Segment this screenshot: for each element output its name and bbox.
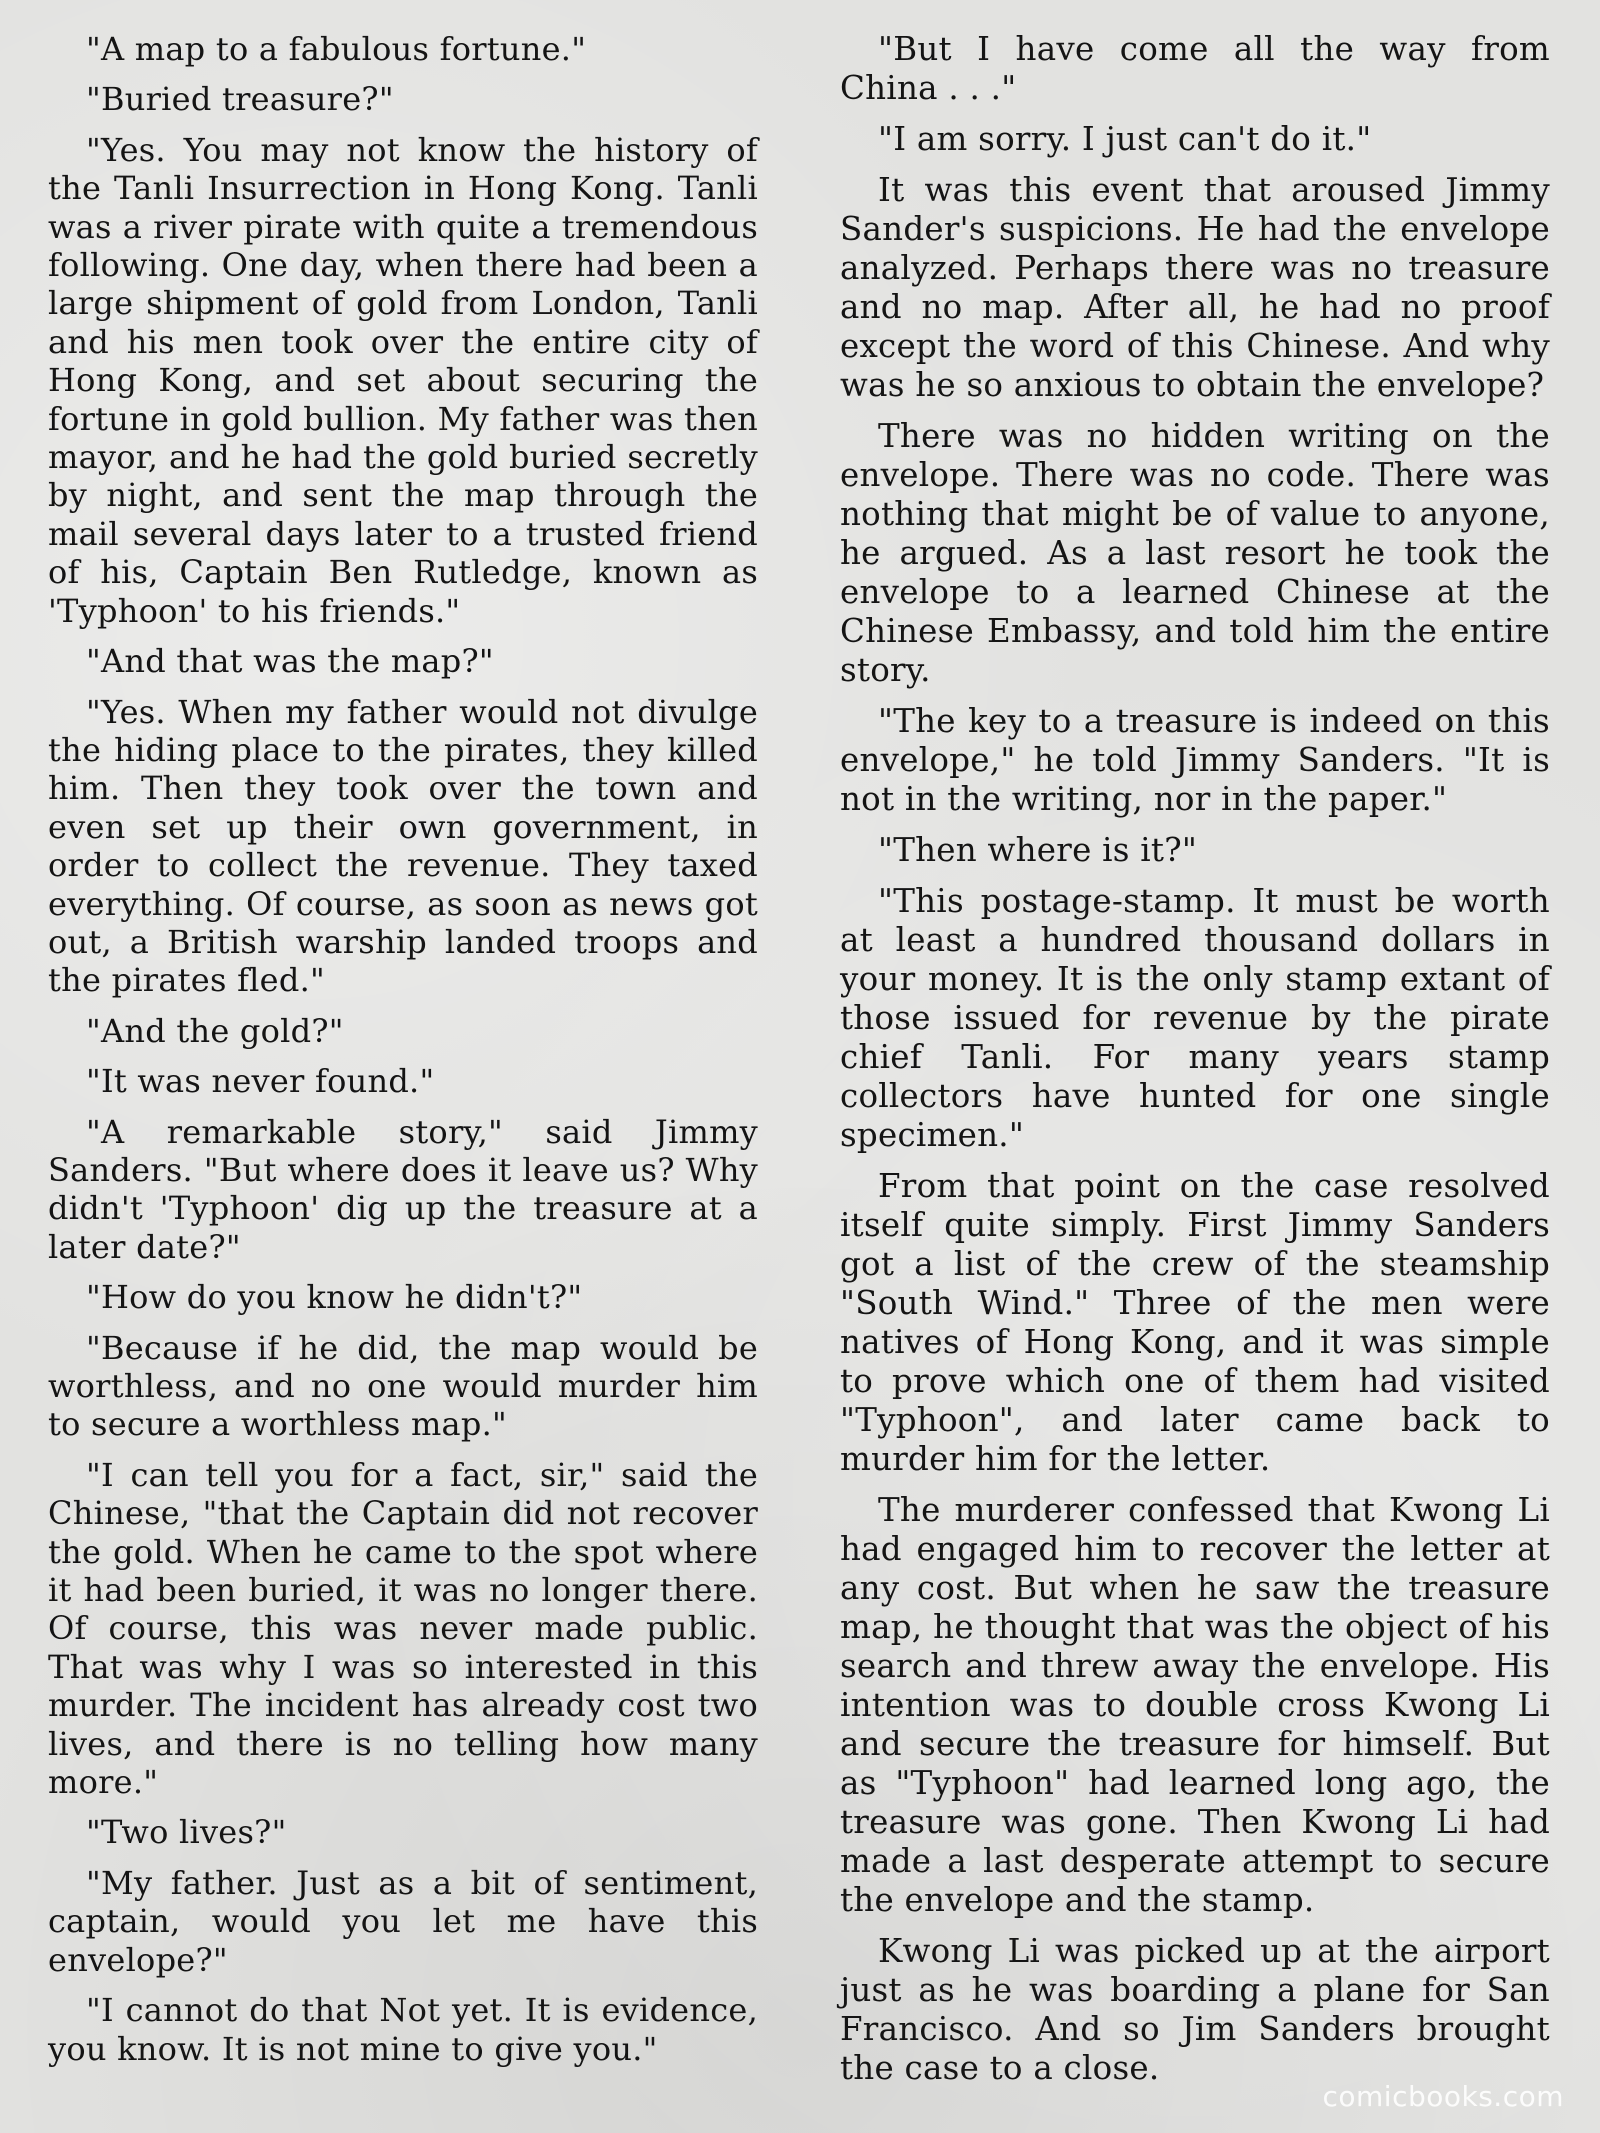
left-text-column [48, 30, 758, 2080]
paragraph: "And that was the map?" [86, 642, 494, 681]
paragraph: "And the gold?" [86, 1011, 344, 1050]
paragraph: "Buried treasure?" [86, 80, 394, 119]
paragraph: The murderer confessed that Kwong Li had engaged him to recover the letter at any cost. But when he saw the treasure map, he thought that was the object of his search and threw away the envelope. His intention was to double cross Kwong Li and secure the treasure for himself. But as "Typhoon" had learned long ago, the treasure was gone. Then Kwong Li had made a last desperate attempt to secure the envelope and the stamp. [840, 1491, 1550, 1919]
paragraph: "Yes. You may not know the history of the Tanli Insurrection in Hong Kong. Tanli was a river pirate with quite a tremendous following. One day, when there had been a large shipment of gold from London, Tanli and his men took over the entire city of Hong Kong, and set about securing the fortune in gold bullion. My father was then mayor, and he had the gold buried secretly by night, and sent the map through the mail several days later to a trusted friend of his, Captain Ben Rutledge, known as 'Typhoon' to his friends." [48, 130, 758, 630]
site-watermark: comicbooks.com [1322, 2080, 1564, 2113]
paragraph: "A remarkable story," said Jimmy Sanders. "But where does it leave us? Why didn't 'Typhoon' dig up the treasure at a later date?" [48, 1112, 758, 1266]
paragraph: "Two lives?" [86, 1813, 287, 1852]
paragraph: "It was never found." [86, 1062, 435, 1101]
paragraph: "A map to a fabulous fortune." [86, 30, 587, 68]
paragraph: "Yes. When my father would not divulge the hiding place to the pirates, they killed him. Then they took over the town and even set up their own government, in order to collect the revenue. They taxed everything. Of course, as soon as news got out, a British warship landed troops and the pirates fled." [48, 692, 758, 1000]
paragraph: From that point on the case resolved itself quite simply. First Jimmy Sanders got a list of the crew of the steamship "South Wind." Three of the men were natives of Hong Kong, and it was simple to prove which one of them had visited "Typhoon", and later came back to murder him for the letter. [840, 1167, 1550, 1478]
paragraph: There was no hidden writing on the envelope. There was no code. There was nothing that might be of value to anyone, he argued. As a last resort he took the envelope to a learned Chinese at the Chinese Embassy, and told him the entire story. [840, 417, 1550, 689]
paragraph: "I cannot do that Not yet. It is evidence, you know. It is not mine to give you." [48, 1991, 758, 2068]
paragraph: It was this event that aroused Jimmy Sander's suspicions. He had the envelope analyzed. Perhaps there was no treasure and no map. After all, he had no proof except the word of this Chinese. And why was he so anxious to obtain the envelope? [840, 171, 1550, 404]
paragraph: "I am sorry. I just can't do it." [878, 120, 1372, 158]
paragraph: "How do you know he didn't?" [86, 1278, 583, 1317]
paragraph: "Because if he did, the map would be worthless, and no one would murder him to secure a worthless map." [48, 1328, 758, 1444]
paragraph: "Then where is it?" [878, 831, 1198, 869]
paragraph: Kwong Li was picked up at the airport just as he was boarding a plane for San Francisco. And so Jim Sanders brought the case to a close. [840, 1932, 1550, 2087]
paragraph: "This postage-stamp. It must be worth at least a hundred thousand dollars in your money. It is the only stamp extant of those issued for revenue by the pirate chief Tanli. For many years stamp collectors have hunted for one single specimen." [840, 882, 1550, 1154]
right-text-column [840, 30, 1550, 2100]
paragraph: "I can tell you for a fact, sir," said the Chinese, "that the Captain did not recover the gold. When he came to the spot where it had been buried, it was no longer there. Of course, this was never made public. That was why I was so interested in this murder. The incident has already cost two lives, and there is no telling how many more." [48, 1455, 758, 1802]
paragraph: "The key to a treasure is indeed on this envelope," he told Jimmy Sanders. "It is not in the writing, nor in the paper." [840, 702, 1550, 818]
paragraph: "My father. Just as a bit of sentiment, captain, would you let me have this envelope?" [48, 1863, 758, 1979]
paragraph: "But I have come all the way from China . . ." [840, 30, 1550, 107]
